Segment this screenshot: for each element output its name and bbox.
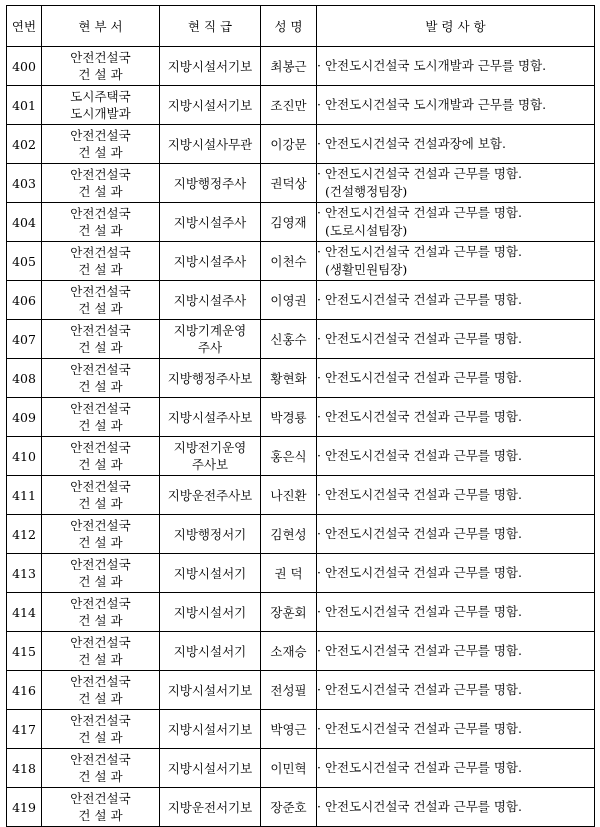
order-note: (생활민원팀장): [325, 262, 408, 277]
table-row: [7, 515, 595, 554]
appointment-order: [317, 515, 595, 554]
appointment-order: [317, 398, 595, 437]
table-row: [7, 476, 595, 515]
current-grade: [160, 242, 261, 281]
current-grade: [160, 320, 261, 359]
grade-line: 지방운전서기보: [167, 799, 253, 815]
header-name: 성 명: [261, 6, 317, 47]
department-line: 안전건설국: [70, 362, 131, 377]
appointment-order: [317, 710, 595, 749]
current-grade: [160, 398, 261, 437]
table-row: [7, 203, 595, 242]
row-number: 412: [7, 515, 42, 554]
order-text: · 안전도시건설국 건설과 근무를 명함.: [317, 565, 522, 580]
grade-line: 주사보: [191, 457, 229, 472]
grade-line: 지방시설서기보: [167, 721, 253, 737]
appointment-order: [317, 593, 595, 632]
person-name: 장훈회: [261, 593, 317, 632]
table-header: [7, 6, 595, 47]
header-grade: 현 직 급: [160, 6, 261, 47]
table-row: [7, 242, 595, 281]
department-line: 건 설 과: [78, 379, 123, 394]
current-grade: [160, 554, 261, 593]
grade-line: 지방행정주사: [173, 175, 247, 191]
appointment-order: [317, 632, 595, 671]
table-row: [7, 164, 595, 203]
table-row: [7, 359, 595, 398]
order-text: · 안전도시건설국 건설과 근무를 명함.: [317, 604, 522, 619]
order-text: · 안전도시건설국 건설과 근무를 명함.: [317, 292, 522, 307]
department-line: 도시개발과: [70, 106, 131, 121]
person-name: 홍은식: [261, 437, 317, 476]
header-dept: 현 부 서: [42, 6, 160, 47]
department-line: 안전건설국: [70, 440, 131, 455]
person-name: 소재승: [261, 632, 317, 671]
person-name: 최봉근: [261, 47, 317, 86]
department-line: 안전건설국: [70, 50, 131, 65]
department-line: 건 설 과: [78, 67, 123, 82]
current-department: [42, 47, 160, 86]
department-line: 건 설 과: [78, 184, 123, 199]
order-text: · 안전도시건설국 건설과 근무를 명함.: [317, 799, 522, 814]
current-department: [42, 281, 160, 320]
grade-line: 지방행정서기: [173, 526, 247, 542]
grade-line: 지방행정주사보: [167, 370, 253, 386]
current-department: [42, 125, 160, 164]
current-department: [42, 242, 160, 281]
table-row: [7, 125, 595, 164]
grade-line: 지방시설주사: [173, 292, 247, 308]
department-line: 건 설 과: [78, 691, 123, 706]
department-line: 안전건설국: [70, 518, 131, 533]
grade-line: 지방시설서기보: [167, 682, 253, 698]
department-line: 안전건설국: [70, 479, 131, 494]
department-line: 건 설 과: [78, 613, 123, 628]
row-number: 409: [7, 398, 42, 437]
grade-line: 지방시설서기: [173, 565, 247, 581]
header-order: 발 령 사 항: [317, 6, 595, 47]
current-grade: [160, 710, 261, 749]
row-number: 404: [7, 203, 42, 242]
row-number: 406: [7, 281, 42, 320]
current-department: [42, 398, 160, 437]
grade-line: 지방시설서기: [173, 604, 247, 620]
appointment-order: [317, 437, 595, 476]
grade-line: 지방시설주사: [173, 253, 247, 269]
current-grade: [160, 788, 261, 827]
person-name: 신홍수: [261, 320, 317, 359]
department-line: 건 설 과: [78, 340, 123, 355]
appointment-order: [317, 359, 595, 398]
current-department: [42, 164, 160, 203]
table-row: [7, 437, 595, 476]
order-text: · 안전도시건설국 건설과 근무를 명함.: [317, 448, 522, 463]
department-line: 건 설 과: [78, 457, 123, 472]
department-line: 건 설 과: [78, 301, 123, 316]
order-text: · 안전도시건설국 건설과 근무를 명함.: [317, 370, 522, 385]
row-number: 419: [7, 788, 42, 827]
person-name: 김현성: [261, 515, 317, 554]
table-row: [7, 632, 595, 671]
order-text: · 안전도시건설국 건설과장에 보함.: [317, 136, 506, 151]
appointment-order: [317, 788, 595, 827]
current-department: [42, 554, 160, 593]
appointment-order: [317, 554, 595, 593]
grade-line: 지방전기운영: [173, 440, 247, 455]
department-line: 건 설 과: [78, 808, 123, 823]
current-grade: [160, 164, 261, 203]
current-department: [42, 203, 160, 242]
current-grade: [160, 203, 261, 242]
current-department: [42, 749, 160, 788]
person-name: 이강문: [261, 125, 317, 164]
current-department: [42, 710, 160, 749]
table-row: [7, 320, 595, 359]
department-line: 안전건설국: [70, 167, 131, 182]
person-name: 황현화: [261, 359, 317, 398]
table-row: [7, 593, 595, 632]
order-text: · 안전도시건설국 건설과 근무를 명함.: [317, 760, 522, 775]
row-number: 410: [7, 437, 42, 476]
person-name: 전성필: [261, 671, 317, 710]
current-grade: [160, 515, 261, 554]
order-text: · 안전도시건설국 건설과 근무를 명함.: [317, 409, 522, 424]
row-number: 418: [7, 749, 42, 788]
department-line: 안전건설국: [70, 128, 131, 143]
row-number: 413: [7, 554, 42, 593]
department-line: 건 설 과: [78, 262, 123, 277]
department-line: 안전건설국: [70, 752, 131, 767]
header-no: 연번: [7, 6, 42, 47]
appointment-order: [317, 242, 595, 281]
order-text: · 안전도시건설국 건설과 근무를 명함.: [317, 682, 522, 697]
current-grade: [160, 47, 261, 86]
grade-line: 지방시설서기: [173, 643, 247, 659]
current-department: [42, 86, 160, 125]
current-grade: [160, 437, 261, 476]
current-department: [42, 788, 160, 827]
personnel-order-table: [6, 5, 595, 827]
grade-line: 지방운전주사보: [167, 487, 253, 503]
current-grade: [160, 593, 261, 632]
person-name: 이민혁: [261, 749, 317, 788]
current-grade: [160, 125, 261, 164]
person-name: 장준호: [261, 788, 317, 827]
row-number: 416: [7, 671, 42, 710]
table-row: [7, 281, 595, 320]
current-department: [42, 632, 160, 671]
department-line: 건 설 과: [78, 145, 123, 160]
table-row: [7, 671, 595, 710]
order-text: · 안전도시건설국 건설과 근무를 명함.: [317, 526, 522, 541]
current-grade: [160, 86, 261, 125]
table-row: [7, 749, 595, 788]
department-line: 안전건설국: [70, 401, 131, 416]
person-name: 조진만: [261, 86, 317, 125]
person-name: 박영근: [261, 710, 317, 749]
current-grade: [160, 671, 261, 710]
person-name: 이영권: [261, 281, 317, 320]
department-line: 안전건설국: [70, 557, 131, 572]
grade-line: 지방기계운영: [173, 323, 247, 338]
order-note: (건설행정팀장): [325, 184, 408, 199]
row-number: 408: [7, 359, 42, 398]
order-text: · 안전도시건설국 건설과 근무를 명함.: [317, 487, 522, 502]
department-line: 안전건설국: [70, 791, 131, 806]
row-number: 405: [7, 242, 42, 281]
department-line: 건 설 과: [78, 652, 123, 667]
row-number: 402: [7, 125, 42, 164]
current-grade: [160, 632, 261, 671]
current-department: [42, 437, 160, 476]
header-row: [7, 6, 595, 47]
current-grade: [160, 359, 261, 398]
current-department: [42, 320, 160, 359]
department-line: 안전건설국: [70, 713, 131, 728]
person-name: 권 덕: [261, 554, 317, 593]
order-text: · 안전도시건설국 건설과 근무를 명함.: [317, 205, 522, 220]
person-name: 나진환: [261, 476, 317, 515]
appointment-order: [317, 320, 595, 359]
appointment-order: [317, 749, 595, 788]
person-name: 김영재: [261, 203, 317, 242]
appointment-order: [317, 86, 595, 125]
current-department: [42, 359, 160, 398]
table-row: [7, 554, 595, 593]
department-line: 안전건설국: [70, 245, 131, 260]
department-line: 안전건설국: [70, 674, 131, 689]
department-line: 안전건설국: [70, 635, 131, 650]
department-line: 안전건설국: [70, 206, 131, 221]
appointment-order: [317, 125, 595, 164]
row-number: 400: [7, 47, 42, 86]
table-row: [7, 47, 595, 86]
department-line: 도시주택국: [70, 89, 131, 104]
table-row: [7, 86, 595, 125]
table-row: [7, 398, 595, 437]
current-department: [42, 515, 160, 554]
current-grade: [160, 749, 261, 788]
table-body: [7, 47, 595, 827]
appointment-order: [317, 671, 595, 710]
department-line: 건 설 과: [78, 769, 123, 784]
grade-line: 지방시설서기보: [167, 760, 253, 776]
row-number: 407: [7, 320, 42, 359]
order-note: (도로시설팀장): [325, 223, 408, 238]
row-number: 414: [7, 593, 42, 632]
grade-line: 지방시설주사보: [167, 409, 253, 425]
row-number: 417: [7, 710, 42, 749]
table-row: [7, 710, 595, 749]
order-text: · 안전도시건설국 도시개발과 근무를 명함.: [317, 97, 547, 112]
department-line: 건 설 과: [78, 418, 123, 433]
order-text: · 안전도시건설국 건설과 근무를 명함.: [317, 643, 522, 658]
current-department: [42, 593, 160, 632]
grade-line: 지방시설서기보: [167, 58, 253, 74]
appointment-order: [317, 164, 595, 203]
order-text: · 안전도시건설국 건설과 근무를 명함.: [317, 721, 522, 736]
grade-line: 지방시설주사: [173, 214, 247, 230]
appointment-order: [317, 47, 595, 86]
department-line: 건 설 과: [78, 574, 123, 589]
order-text: · 안전도시건설국 건설과 근무를 명함.: [317, 166, 522, 181]
appointment-order: [317, 281, 595, 320]
current-department: [42, 476, 160, 515]
grade-line: 지방시설서기보: [167, 97, 253, 113]
department-line: 안전건설국: [70, 596, 131, 611]
table-row: [7, 788, 595, 827]
department-line: 건 설 과: [78, 730, 123, 745]
current-grade: [160, 476, 261, 515]
order-text: · 안전도시건설국 건설과 근무를 명함.: [317, 331, 522, 346]
row-number: 403: [7, 164, 42, 203]
department-line: 안전건설국: [70, 323, 131, 338]
department-line: 건 설 과: [78, 496, 123, 511]
person-name: 권덕상: [261, 164, 317, 203]
department-line: 건 설 과: [78, 223, 123, 238]
person-name: 박경룡: [261, 398, 317, 437]
department-line: 건 설 과: [78, 535, 123, 550]
person-name: 이천수: [261, 242, 317, 281]
grade-line: 주사: [197, 340, 223, 355]
row-number: 401: [7, 86, 42, 125]
order-text: · 안전도시건설국 건설과 근무를 명함.: [317, 244, 522, 259]
row-number: 411: [7, 476, 42, 515]
row-number: 415: [7, 632, 42, 671]
order-text: · 안전도시건설국 도시개발과 근무를 명함.: [317, 58, 547, 73]
current-grade: [160, 281, 261, 320]
department-line: 안전건설국: [70, 284, 131, 299]
grade-line: 지방시설사무관: [167, 136, 253, 152]
current-department: [42, 671, 160, 710]
appointment-order: [317, 203, 595, 242]
appointment-order: [317, 476, 595, 515]
